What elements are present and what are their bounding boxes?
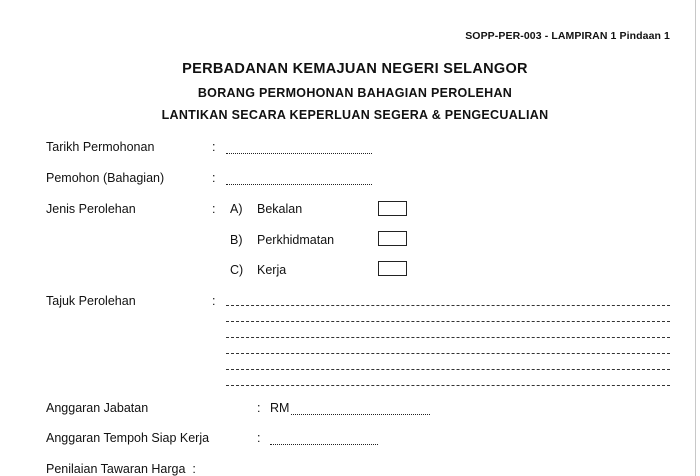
colon: : (257, 401, 261, 415)
pemohon-field[interactable] (226, 184, 372, 185)
option-kerja-checkbox[interactable] (378, 261, 407, 276)
anggaran-jabatan-label: Anggaran Jabatan (46, 401, 149, 415)
tajuk-perolehan-line[interactable] (226, 369, 670, 370)
option-letter-a: A) (230, 202, 243, 216)
tajuk-perolehan-line[interactable] (226, 321, 670, 322)
tajuk-perolehan-line[interactable] (226, 305, 670, 306)
colon: : (212, 171, 216, 185)
document-subtitle: BORANG PERMOHONAN BAHAGIAN PEROLEHAN (197, 86, 513, 100)
colon: : (212, 202, 216, 216)
pemohon-label: Pemohon (Bahagian) (46, 171, 165, 185)
document-subtitle-2: LANTIKAN SECARA KEPERLUAN SEGERA & PENGECUALIAN (161, 108, 549, 122)
option-letter-c: C) (230, 263, 244, 277)
colon: : (212, 294, 216, 308)
penilaian-tawaran-label: Penilaian Tawaran Harga : (46, 462, 196, 476)
document-title: PERBADANAN KEMAJUAN NEGERI SELANGOR (182, 61, 528, 77)
option-bekalan-label: Bekalan (257, 202, 303, 216)
option-perkhidmatan-label: Perkhidmatan (257, 233, 335, 247)
anggaran-jabatan-field[interactable] (291, 414, 430, 415)
colon: : (257, 431, 261, 445)
tarikh-permohonan-field[interactable] (226, 153, 372, 154)
tajuk-perolehan-label: Tajuk Perolehan (46, 294, 136, 308)
colon: : (212, 140, 216, 154)
document-reference: SOPP-PER-003 - LAMPIRAN 1 Pindaan 1 (465, 30, 670, 42)
anggaran-tempoh-field[interactable] (270, 444, 378, 445)
option-perkhidmatan-checkbox[interactable] (378, 231, 407, 246)
option-letter-b: B) (230, 233, 243, 247)
currency-label: RM (270, 401, 290, 415)
tajuk-perolehan-line[interactable] (226, 353, 670, 354)
option-kerja-label: Kerja (257, 263, 287, 277)
tarikh-permohonan-label: Tarikh Permohonan (46, 140, 155, 154)
jenis-perolehan-label: Jenis Perolehan (46, 202, 136, 216)
tajuk-perolehan-line[interactable] (226, 385, 670, 386)
anggaran-tempoh-label: Anggaran Tempoh Siap Kerja (46, 431, 210, 445)
tajuk-perolehan-line[interactable] (226, 337, 670, 338)
option-bekalan-checkbox[interactable] (378, 201, 407, 216)
